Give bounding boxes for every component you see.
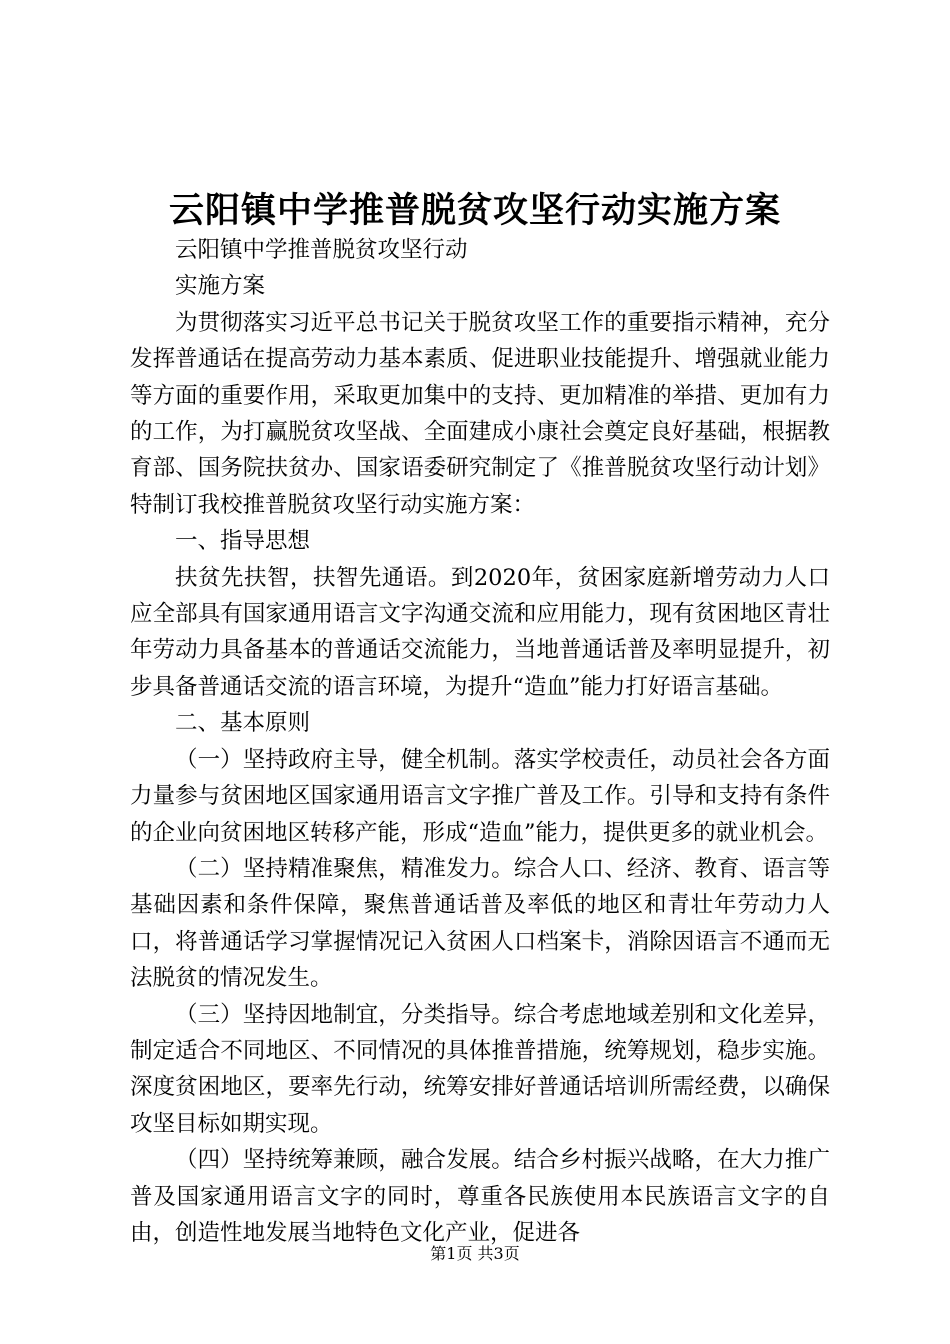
document-title: 云阳镇中学推普脱贫攻坚行动实施方案 [168, 190, 781, 231]
subtitle-line-1: 云阳镇中学推普脱贫攻坚行动 [175, 237, 468, 263]
principle-3-paragraph: （三）坚持因地制宜，分类指导。综合考虑地域差别和文化差异，制定适合不同地区、不同情况的具体推普措施，统筹规划，稳步实施。深度贫困地区，要率先行动，统筹安排好普通话培训所需经费，以确保攻坚目标如期实现。 [130, 1001, 830, 1137]
section-heading-guiding-ideology: 一、指导思想 [175, 528, 311, 555]
section-heading-basic-principles: 二、基本原则 [175, 710, 311, 737]
page-number-footer: 第1页 共3页 [430, 1244, 520, 1263]
principle-4-paragraph: （四）坚持统筹兼顾，融合发展。结合乡村振兴战略，在大力推广普及国家通用语言文字的同时，尊重各民族使用本民族语言文字的自由，创造性地发展当地特色文化产业，促进各 [130, 1147, 830, 1246]
document-body [130, 232, 830, 1251]
intro-paragraph: 为贯彻落实习近平总书记关于脱贫攻坚工作的重要指示精神，充分发挥普通话在提高劳动力基本素质、促进职业技能提升、增强就业能力等方面的重要作用，采取更加集中的支持、更加精准的举措、更加有力的工作，为打赢脱贫攻坚战、全面建成小康社会奠定良好基础，根据教育部、国务院扶贫办、国家语委研究制定了《推普脱贫攻坚行动计划》特制订我校推普脱贫攻坚行动实施方案： [130, 309, 830, 518]
guiding-ideology-paragraph: 扶贫先扶智，扶智先通语。到2020年，贫困家庭新增劳动力人口应全部具有国家通用语言文字沟通交流和应用能力，现有贫困地区青壮年劳动力具备基本的普通话交流能力，当地普通话普及率明显提升，初步具备普通话交流的语言环境，为提升“造血”能力打好语言基础。 [130, 564, 830, 700]
subtitle-line-2: 实施方案 [175, 273, 266, 300]
principle-2-paragraph: （二）坚持精准聚焦，精准发力。综合人口、经济、教育、语言等基础因素和条件保障，聚焦普通话普及率低的地区和青壮年劳动力人口，将普通话学习掌握情况记入贫困人口档案卡，消除因语言不通而无法脱贫的情况发生。 [130, 855, 830, 992]
principle-1-paragraph: （一）坚持政府主导，健全机制。落实学校责任，动员社会各方面力量参与贫困地区国家通用语言文字推广普及工作。引导和支持有条件的企业向贫困地区转移产能，形成“造血”能力，提供更多的就业机会。 [130, 746, 830, 846]
